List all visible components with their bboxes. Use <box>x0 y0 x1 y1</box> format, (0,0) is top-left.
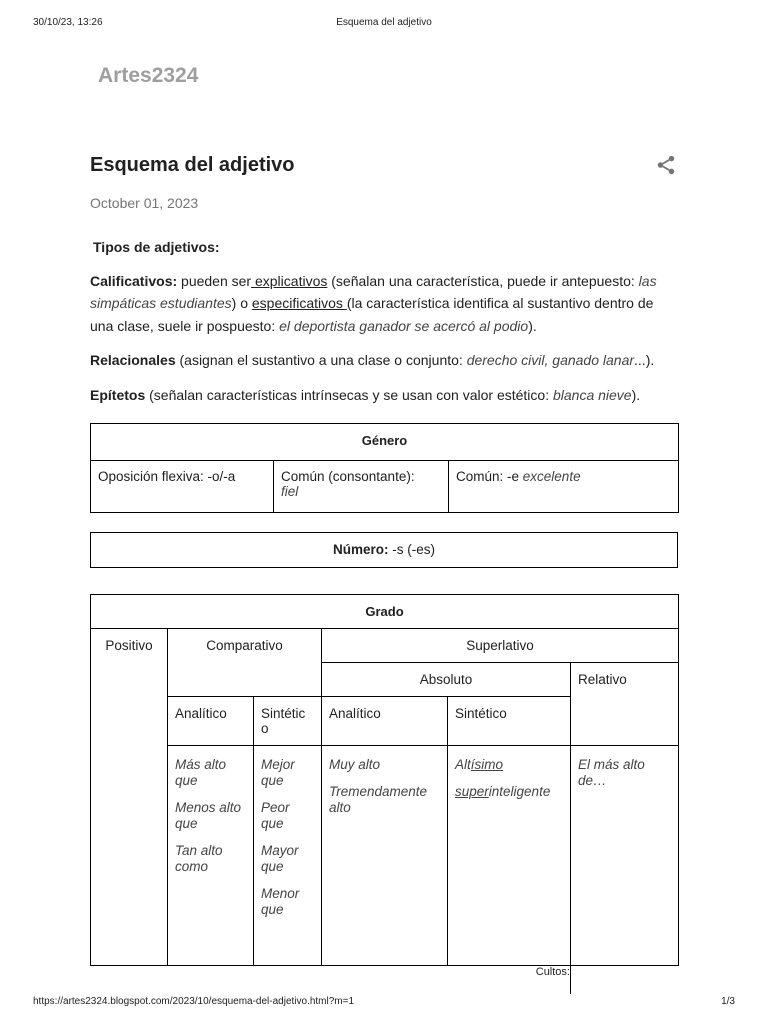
list-item: Mejor que <box>261 757 295 788</box>
grado-comparativo: Comparativo <box>168 629 322 697</box>
list-item: Tremendamente alto <box>329 784 428 815</box>
grado-comp-sintetico-examples <box>254 746 322 966</box>
list-item: superinteligente <box>455 784 551 799</box>
grado-relativo-example: El más alto de… <box>571 746 679 966</box>
grado-abs-sintetico-examples <box>448 746 571 966</box>
list-item: Muy alto <box>329 757 381 772</box>
list-item: Mayor que <box>261 843 299 874</box>
explicativos-link[interactable]: explicativos <box>251 272 328 289</box>
calificativos-label: Calificativos: <box>90 272 178 289</box>
epitetos-paragraph: Epítetos (señalan características intrínsecas y se usan con valor estético: blanca nieve). <box>90 386 641 403</box>
calificativos-paragraph: Calificativos: pueden ser explicativos (señalan una característica, puede ir antepuesto: las simpáticas estudiantes) o especificativos (la característica identifica al sustantivo dentro de una clase, suele ir pospuesto: el deportista ganador se acercó al podio). <box>90 272 657 334</box>
grado-absoluto: Absoluto <box>322 663 571 697</box>
print-page-number: 1/3 <box>721 996 735 1007</box>
grado-table <box>90 594 679 994</box>
numero-table <box>90 532 678 568</box>
post-date: October 01, 2023 <box>90 195 199 211</box>
list-item: Menos alto que <box>175 800 242 831</box>
grado-abs-analitico-label: Analítico <box>322 697 448 746</box>
grado-superlativo: Superlativo <box>322 629 679 663</box>
genero-cell-flexiva: Oposición flexiva: -o/-a <box>91 461 274 513</box>
numero-cell: Número: -s (-es) <box>91 533 678 568</box>
types-heading: Tipos de adjetivos: <box>93 239 220 255</box>
list-item: Altísimo <box>455 757 504 772</box>
grado-comp-sintetico-label: Sintétic o <box>254 697 322 746</box>
print-datetime: 30/10/23, 13:26 <box>33 17 103 28</box>
grado-header: Grado <box>91 595 679 629</box>
relacionales-paragraph: Relacionales (asignan el sustantivo a una clase o conjunto: derecho civil, ganado lanar...). <box>90 352 655 368</box>
genero-cell-comun-e: Común: -e excelente <box>449 461 679 513</box>
genero-header: Género <box>91 424 679 461</box>
grado-abs-sintetico-label: Sintético <box>448 697 571 746</box>
print-url: https://artes2324.blogspot.com/2023/10/esquema-del-adjetivo.html?m=1 <box>33 996 355 1007</box>
print-page-title: Esquema del adjetivo <box>336 17 432 28</box>
relacionales-label: Relacionales <box>90 352 176 368</box>
blog-name[interactable]: Artes2324 <box>98 64 199 87</box>
genero-cell-comun-consonante: Común (consontante): fiel <box>274 461 449 513</box>
grado-relativo: Relativo <box>571 663 679 746</box>
list-item: Más alto que <box>175 757 227 788</box>
list-item: Tan alto como <box>175 843 223 874</box>
post-body <box>90 236 680 418</box>
grado-cultos-cell <box>571 966 679 995</box>
list-item: Peor que <box>261 800 290 831</box>
grado-comp-analitico-examples <box>168 746 254 966</box>
list-item: Menor que <box>261 886 300 917</box>
genero-table <box>90 423 679 513</box>
grado-positivo: Positivo <box>91 629 168 966</box>
grado-comp-analitico-label: Analítico <box>168 697 254 746</box>
epitetos-label: Epítetos <box>90 386 146 403</box>
grado-abs-analitico-examples <box>322 746 448 966</box>
share-icon[interactable] <box>655 154 677 176</box>
grado-cultos-label: Cultos: <box>535 966 570 978</box>
especificativos-link[interactable]: especificativos <box>251 295 347 311</box>
post-title: Esquema del adjetivo <box>90 154 295 176</box>
